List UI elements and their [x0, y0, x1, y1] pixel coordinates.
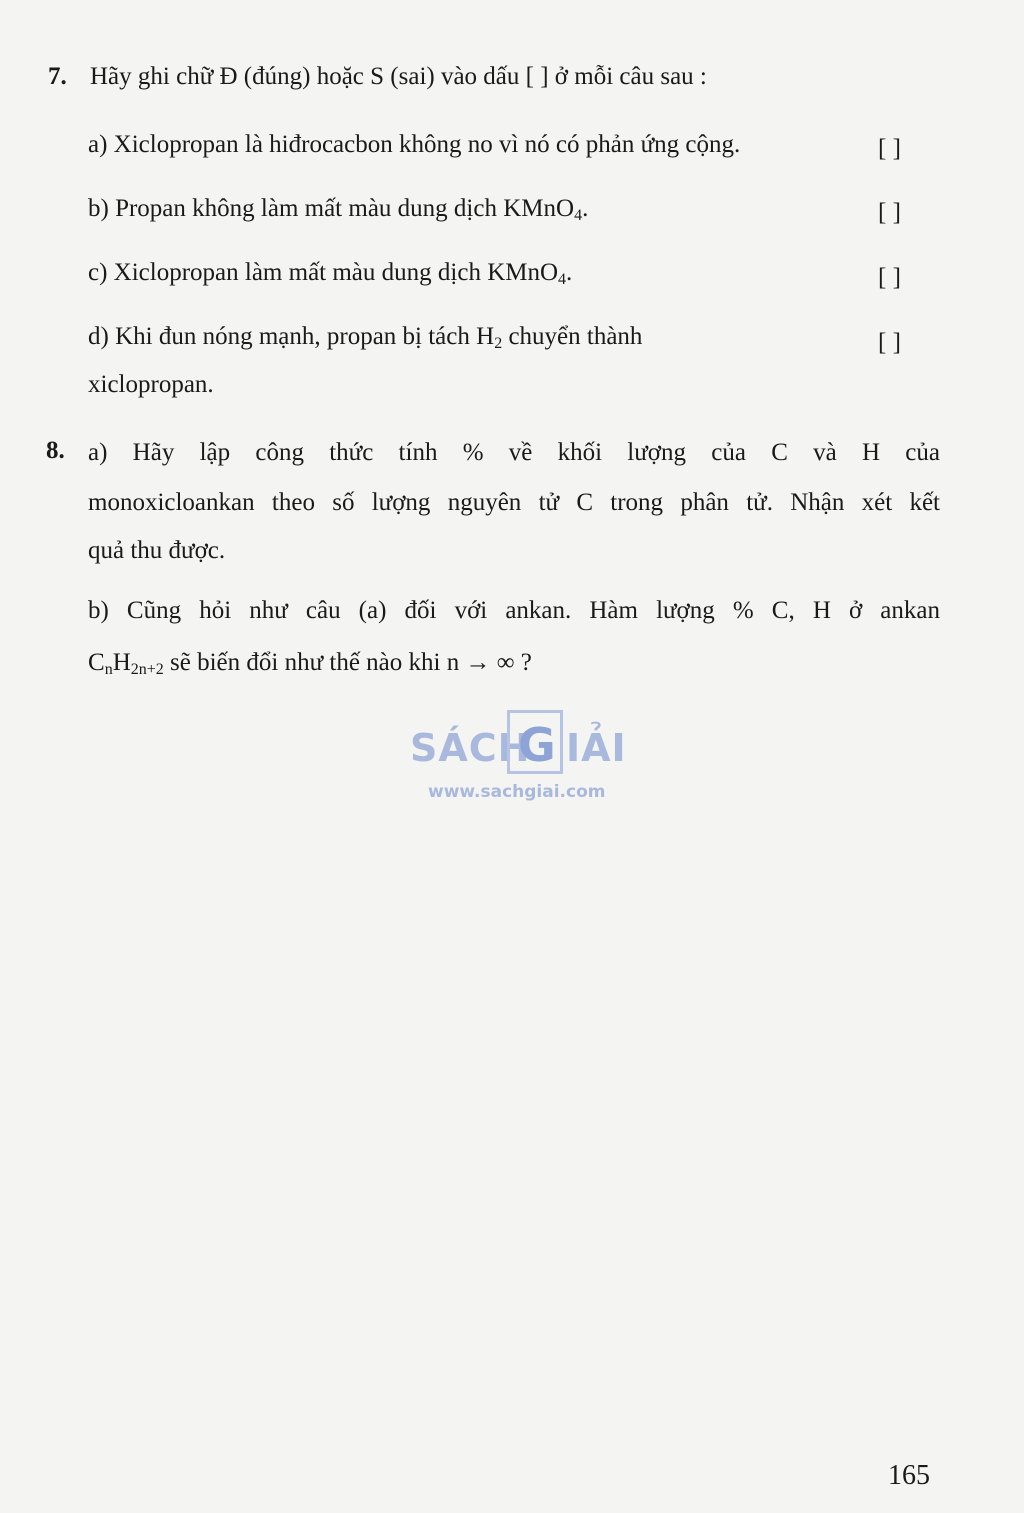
- question-7b-answer-box[interactable]: [ ]: [878, 199, 901, 226]
- watermark-url: www.sachgiai.com: [428, 782, 606, 802]
- page-number: 165: [888, 1460, 930, 1491]
- question-7a-text: a) Xiclopropan là hiđrocacbon không no vì nó có phản ứng cộng.: [88, 131, 741, 158]
- sachgiai-watermark: [400, 706, 627, 806]
- question-8-number: 8.: [46, 437, 65, 464]
- question-7a-answer-box[interactable]: [ ]: [878, 135, 901, 162]
- question-7-prompt: Hãy ghi chữ Đ (đúng) hoặc S (sai) vào dấu [ ] ở mỗi câu sau :: [90, 63, 707, 90]
- question-7d-text: d) Khi đun nóng mạnh, propan bị tách $H_2$ chuyển thành: [88, 323, 643, 352]
- question-7b-text: b) Propan không làm mất màu dung dịch KMnO$_4$.: [88, 195, 589, 224]
- question-7c-text: c) Xiclopropan làm mất màu dung dịch KMnO$_4$.: [88, 259, 573, 288]
- watermark-text-right: IẢI: [566, 726, 627, 770]
- question-8a-line-1: a) Hãy lập công thức tính % về khối lượng của C và H của: [88, 439, 940, 466]
- question-8b-line-1: b) Cũng hỏi như câu (a) đối với ankan. Hàm lượng % C, H ở ankan: [88, 597, 940, 624]
- question-8a-line-3: quả thu được.: [88, 537, 226, 564]
- watermark-logo-letter: G: [518, 718, 556, 772]
- watermark-text-left: SÁCH: [410, 726, 531, 770]
- question-8b-line-2: $C_nH_{2n+2}$ sẽ biến đổi như thế nào khi n → ∞ ?: [88, 649, 532, 678]
- question-7-number: 7.: [48, 63, 67, 90]
- question-7c-answer-box[interactable]: [ ]: [878, 264, 901, 291]
- question-7d-text-continued: xiclopropan.: [88, 371, 214, 398]
- question-8a-line-2: monoxicloankan theo số lượng nguyên tử C trong phân tử. Nhận xét kết: [88, 489, 940, 516]
- question-7d-answer-box[interactable]: [ ]: [878, 329, 901, 356]
